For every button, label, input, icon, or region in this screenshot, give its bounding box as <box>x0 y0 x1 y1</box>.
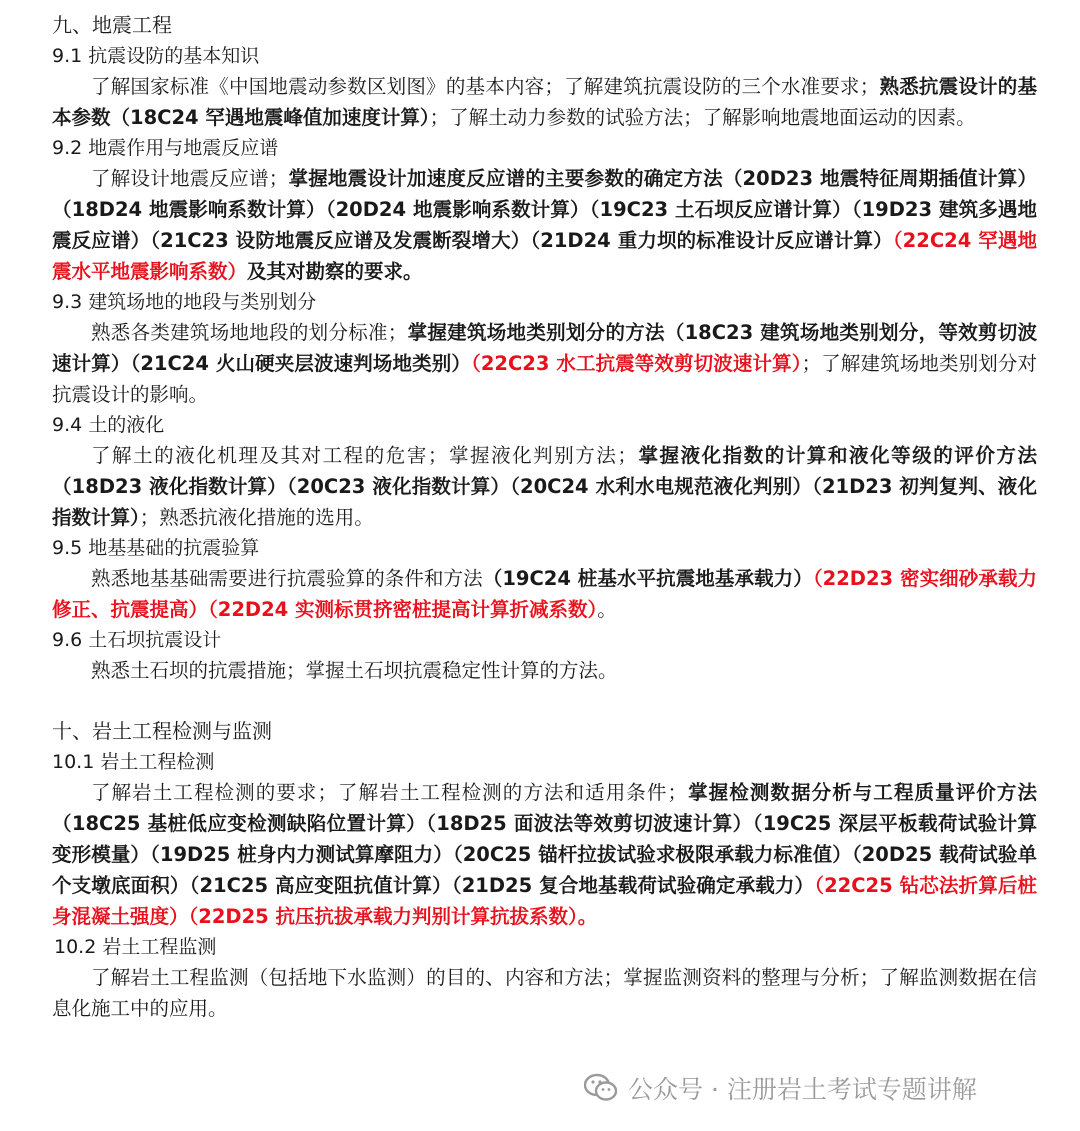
bold-segment: （19C24 桩基水平抗震地基承载力） <box>482 567 813 590</box>
subsection-heading: 9.6 土石坝抗震设计 <box>52 629 222 651</box>
text-segment: 了解岩土工程监测（包括地下水监测）的目的、内容和方法；掌握监测资料的整理与分析；了解监测数据在信息化施工中的应用。 <box>52 966 1037 1020</box>
subsection-paragraph <box>52 163 1037 287</box>
subsection-paragraph <box>52 440 1037 533</box>
subsection-paragraph <box>52 962 1037 1024</box>
subsection-heading: 9.2 地震作用与地震反应谱 <box>52 137 279 159</box>
red-highlight-segment: （22C25 钻芯法折算后桩身混凝土强度）（22D25 抗压抗拔承载力判别计算抗拔系数）。 <box>52 874 1038 928</box>
red-highlight-segment: （22D23 密实细砂承载力修正、抗震提高）（22D24 实测标贯挤密桩提高计算折减系数） <box>52 567 1037 621</box>
watermark-text: 公众号 · 注册岩土考试专题讲解 <box>628 1075 977 1104</box>
bold-segment: 掌握建筑场地类别划分的方法（18C23 建筑场地类别划分，等效剪切波速计算）（21C24 火山硬夹层波速判场地类别） <box>52 321 1037 375</box>
wechat-icon <box>584 1073 618 1103</box>
bold-segment: 及其对勘察的要求。 <box>247 260 423 283</box>
text-segment: 了解设计地震反应谱； <box>91 167 289 190</box>
subsection-paragraph <box>52 777 1037 932</box>
watermark <box>584 1066 977 1110</box>
text-segment: 熟悉地基基础需要进行抗震验算的条件和方法 <box>91 567 483 590</box>
text-segment: 了解国家标准《中国地震动参数区划图》的基本内容；了解建筑抗震设防的三个水准要求； <box>91 75 880 98</box>
red-highlight-segment: （22C24 罕遇地震水平地震影响系数） <box>52 229 1037 283</box>
subsection-heading: 9.3 建筑场地的地段与类别划分 <box>52 291 317 313</box>
section-10 <box>52 716 1037 1024</box>
subsection-heading: 9.1 抗震设防的基本知识 <box>52 45 260 67</box>
document-body <box>52 10 1037 1024</box>
subsection-paragraph <box>52 317 1037 410</box>
text-segment: 。 <box>597 598 617 621</box>
text-segment: ；了解建筑场地类别划分对抗震设计的影响。 <box>52 352 1037 406</box>
subsection-heading: 10.2 岩土工程监测 <box>54 936 217 958</box>
bold-segment: 掌握地震设计加速度反应谱的主要参数的确定方法（20D23 地震特征周期插值计算）（18D24 地震影响系数计算）（20D24 地震影响系数计算）（19C23 土石坝反应谱计算）（19D23 建筑多遇地震反应谱）（21C23 设防地震反应谱及发震断裂增大）（21D24 重力坝的标准设计反应谱计算） <box>52 167 1037 252</box>
subsection-heading: 9.4 土的液化 <box>52 414 165 436</box>
red-highlight-segment: （22C23 水工抗震等效剪切波速计算） <box>470 352 802 375</box>
section-heading: 九、地震工程 <box>52 13 172 37</box>
subsection-heading: 10.1 岩土工程检测 <box>52 751 215 773</box>
bold-segment: 掌握液化指数的计算和液化等级的评价方法（18D23 液化指数计算）（20C23 液化指数计算）（20C24 水利水电规范液化判别）（21D23 初判复判、液化指数计算） <box>52 444 1037 529</box>
subsection-heading: 9.5 地基基础的抗震验算 <box>52 537 260 559</box>
text-segment: 熟悉各类建筑场地地段的划分标准； <box>91 321 408 344</box>
text-segment: 了解土的液化机理及其对工程的危害；掌握液化判别方法； <box>91 444 637 467</box>
section-9 <box>52 10 1037 686</box>
subsection-paragraph <box>52 71 1037 133</box>
bold-segment: 掌握检测数据分析与工程质量评价方法（18C25 基桩低应变检测缺陷位置计算）（18D25 面波法等效剪切波速计算）（19C25 深层平板载荷试验计算变形模量）（19D25 桩身内力测试算摩阻力）（20C25 锚杆拉拔试验求极限承载力标准值）（20D25 载荷试验单个支墩底面积）（21C25 高应变阻抗值计算）（21D25 复合地基载荷试验确定承载力） <box>52 781 1037 897</box>
section-spacer <box>52 686 1037 716</box>
text-segment: ；熟悉抗液化措施的选用。 <box>139 506 374 529</box>
text-segment: 熟悉土石坝的抗震措施；掌握土石坝抗震稳定性计算的方法。 <box>91 659 618 682</box>
text-segment: 了解岩土工程检测的要求；了解岩土工程检测的方法和适用条件； <box>91 781 687 804</box>
subsection-paragraph <box>52 563 1037 625</box>
section-heading: 十、岩土工程检测与监测 <box>52 719 272 743</box>
bold-segment: 熟悉抗震设计的基本参数（18C24 罕遇地震峰值加速度计算） <box>52 75 1037 129</box>
subsection-paragraph <box>52 655 1037 686</box>
text-segment: ；了解土动力参数的试验方法；了解影响地震地面运动的因素。 <box>429 106 976 129</box>
